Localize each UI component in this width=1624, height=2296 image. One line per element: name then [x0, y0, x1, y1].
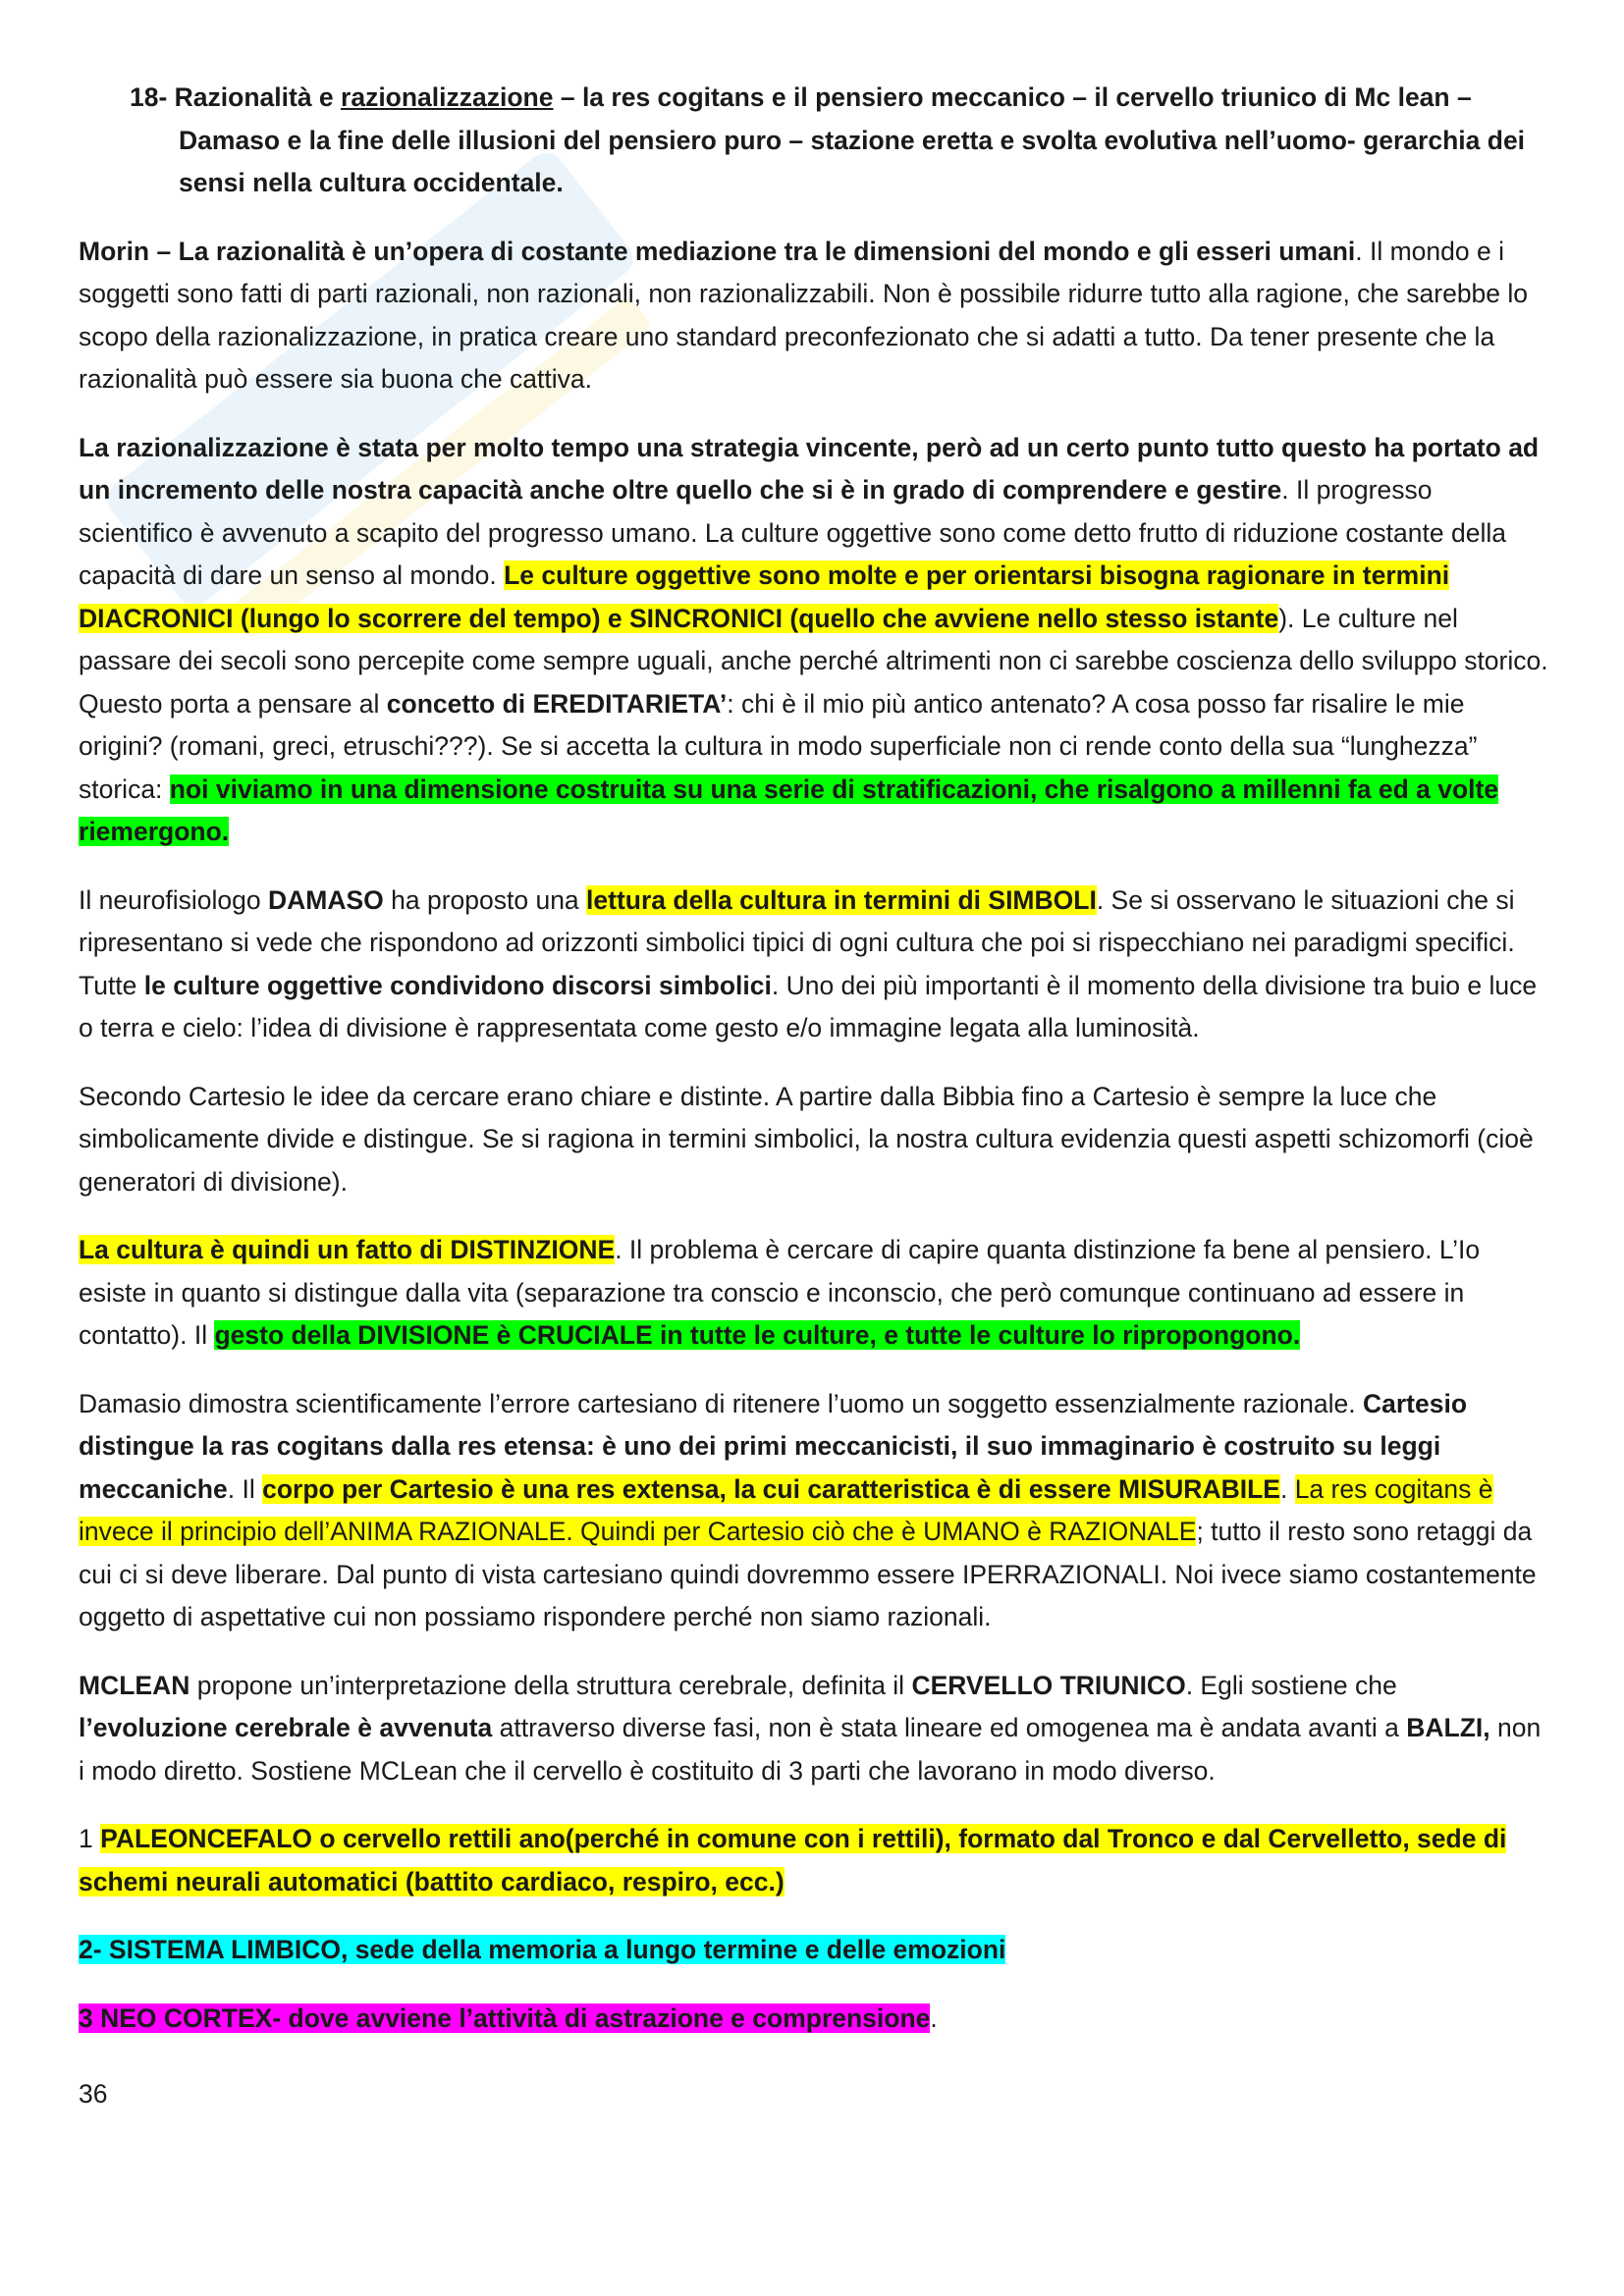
highlight-magenta: 3 NEO CORTEX- dove avviene l’attività di astrazione e comprensione	[79, 2002, 931, 2033]
bold-text: le culture oggettive condividono discorsi simbolici	[143, 970, 772, 1000]
paragraph-morin	[79, 231, 1551, 401]
paragraph-text: Secondo Cartesio le idee da cercare erano chiare e distinte. A partire dalla Bibbia fino a Cartesio è sempre la luce che simbolicamente divide e distingue. Se si ragiona in termini simbolici, la nostra cultura evidenzia questi aspetti schizomorfi (cioè generatori di divisione).	[79, 1081, 1534, 1197]
highlight-yellow: La cultura è quindi un fatto di DISTINZIONE	[79, 1235, 616, 1264]
highlight-green: gesto della DIVISIONE è CRUCIALE in tutte le culture, e tutte le culture lo ripropongono.	[214, 1320, 1301, 1350]
paragraph-distinzione	[79, 1229, 1551, 1358]
paragraph-text: .	[1279, 1473, 1295, 1504]
bold-text: l’evoluzione cerebrale è avvenuta	[79, 1713, 493, 1742]
bold-text: concetto di EREDITARIETA’	[386, 688, 728, 719]
paragraph-text: Damasio dimostra scientificamente l’errore cartesiano di ritenere l’uomo un soggetto essenzialmente razionale.	[79, 1388, 1363, 1418]
bold-text: BALZI,	[1406, 1713, 1490, 1742]
paragraph-text: .	[930, 2002, 938, 2033]
paragraph-text: attraverso diverse fasi, non è stata lineare ed omogenea ma è andata avanti a	[492, 1713, 1407, 1742]
paragraph-text: . Il	[227, 1473, 263, 1504]
bold-text: MCLEAN	[79, 1670, 190, 1700]
paragraph-text: ; tutto il resto sono retaggi da cui ci si deve liberare. Dal punto di vista cartesiano quindi dovremmo essere IPERRAZIONALI. Noi ivece siamo costantemente oggetto di aspettative cui non possiamo rispondere perché non siamo razionali.	[79, 1517, 1537, 1631]
paragraph-text: non i modo diretto. Sostiene MCLean che il cervello è costituito di 3 parti che lavorano in modo diverso.	[79, 1713, 1542, 1786]
paragraph-razionalizzazione	[79, 427, 1551, 854]
heading-text: 18- Razionalità e	[130, 82, 342, 112]
paragraph-damasio	[79, 1383, 1551, 1639]
paragraph-text: Il neurofisiologo	[79, 884, 268, 915]
list-item-neo-cortex	[79, 1998, 1551, 2041]
document-body	[79, 77, 1551, 2065]
bold-text: La razionalizzazione è stata per molto tempo una strategia vincente, però ad un certo punto tutto questo ha portato ad un incremento delle nostra capacità anche oltre quello che si è in grado di comprendere e gestire	[79, 432, 1540, 505]
page-number: 36	[79, 2079, 108, 2109]
highlight-yellow: lettura della cultura in termini di SIMBOLI	[586, 884, 1097, 915]
highlight-green: noi viviamo in una dimensione costruita su una serie di stratificazioni, che risalgono a millenni fa ed a volte riemergono.	[79, 774, 1499, 846]
heading-text: – la res cogitans e il pensiero meccanico – il cervello triunico di Mc lean – Damaso e la fine delle illusioni del pensiero puro – stazione eretta e svolta evolutiva nell’uomo- gerarchia dei sensi nella cultura occidentale.	[179, 82, 1526, 197]
paragraph-text: . Il mondo e i soggetti sono fatti di parti razionali, non razionali, non razionalizzabili. Non è possibile ridurre tutto alla ragione, che sarebbe lo scopo della razionalizzazione, in pratica creare uno standard preconfezionato che si adatti a tutto. Da tener presente che la razionalità può essere sia buona che cattiva.	[79, 236, 1529, 394]
paragraph-text: . Uno dei più importanti è il momento della divisione tra buio e luce o terra e cielo: l’idea di divisione è rappresentata come gesto e/o immagine legata alla luminosità.	[79, 970, 1538, 1042]
paragraph-text: propone un’interpretazione della struttura cerebrale, definita il	[189, 1670, 912, 1700]
paragraph-text: ha proposto una	[383, 884, 587, 915]
highlight-yellow: corpo per Cartesio è una res extensa, la cui caratteristica è di essere MISURABILE	[262, 1473, 1280, 1504]
paragraph-damaso	[79, 880, 1551, 1050]
paragraph-text: : chi è il mio più antico antenato? A cosa posso far risalire le mie origini? (romani, greci, etruschi???). Se si accetta la cultura in modo superficiale non ci rende conto della sua “lunghezza” storica:	[79, 688, 1478, 804]
bold-text: CERVELLO TRIUNICO	[911, 1670, 1186, 1700]
list-item-paleoncefalo	[79, 1818, 1551, 1903]
heading-underlined: razionalizzazione	[341, 82, 554, 112]
highlight-yellow: PALEONCEFALO o cervello rettili ano(perché in comune con i rettili), formato dal Tronco e dal Cervelletto, sede di schemi neurali automatici (battito cardiaco, respiro, ecc.)	[79, 1824, 1507, 1896]
highlight-yellow: La res cogitans è invece il principio dell’ANIMA RAZIONALE. Quindi per Cartesio ciò che è UMANO è RAZIONALE	[79, 1473, 1493, 1546]
paragraph-text: . Egli sostiene che	[1185, 1670, 1397, 1700]
highlight-cyan: 2- SISTEMA LIMBICO, sede della memoria a lungo termine e delle emozioni	[79, 1935, 1006, 1964]
highlight-yellow: Le culture oggettive sono molte e per orientarsi bisogna ragionare in termini DIACRONICI (lungo lo scorrere del tempo) e SINCRONICI (quello che avviene nello stesso istante	[79, 561, 1450, 633]
list-item-sistema-limbico	[79, 1929, 1551, 1972]
list-number: 1	[79, 1824, 101, 1853]
bold-text: Morin – La razionalità è un’opera di costante mediazione tra le dimensioni del mondo e gli esseri umani	[79, 236, 1356, 266]
paragraph-text: . Se si osservano le situazioni che si ripresentano si vede che rispondono ad orizzonti simbolici tipici di ogni cultura che poi si rispecchiano nei paradigmi specifici. Tutte	[79, 884, 1515, 1000]
paragraph-text: . Il problema è cercare di capire quanta distinzione fa bene al pensiero. L’Io esiste in quanto si distingue dalla vita (separazione tra conscio e inconscio, che però comunque continuano ad essere in contatto). Il	[79, 1235, 1481, 1350]
bold-text: DAMASO	[267, 884, 384, 915]
paragraph-mclean	[79, 1665, 1551, 1793]
paragraph-text: . Il progresso scientifico è avvenuto a scapito del progresso umano. La culture oggettive sono come detto frutto di riduzione costante della capacità di dare un senso al mondo.	[79, 475, 1506, 590]
bold-text: Cartesio distingue la ras cogitans dalla res etensa: è uno dei primi meccanicisti, il suo immaginario è costruito su leggi meccaniche	[79, 1388, 1468, 1504]
paragraph-cartesio	[79, 1076, 1551, 1204]
paragraph-text: ). Le culture nel passare dei secoli sono percepite come sempre uguali, anche perché altrimenti non ci sarebbe coscienza dello sviluppo storico. Questo porta a pensare al	[79, 603, 1548, 719]
section-heading	[130, 77, 1551, 205]
